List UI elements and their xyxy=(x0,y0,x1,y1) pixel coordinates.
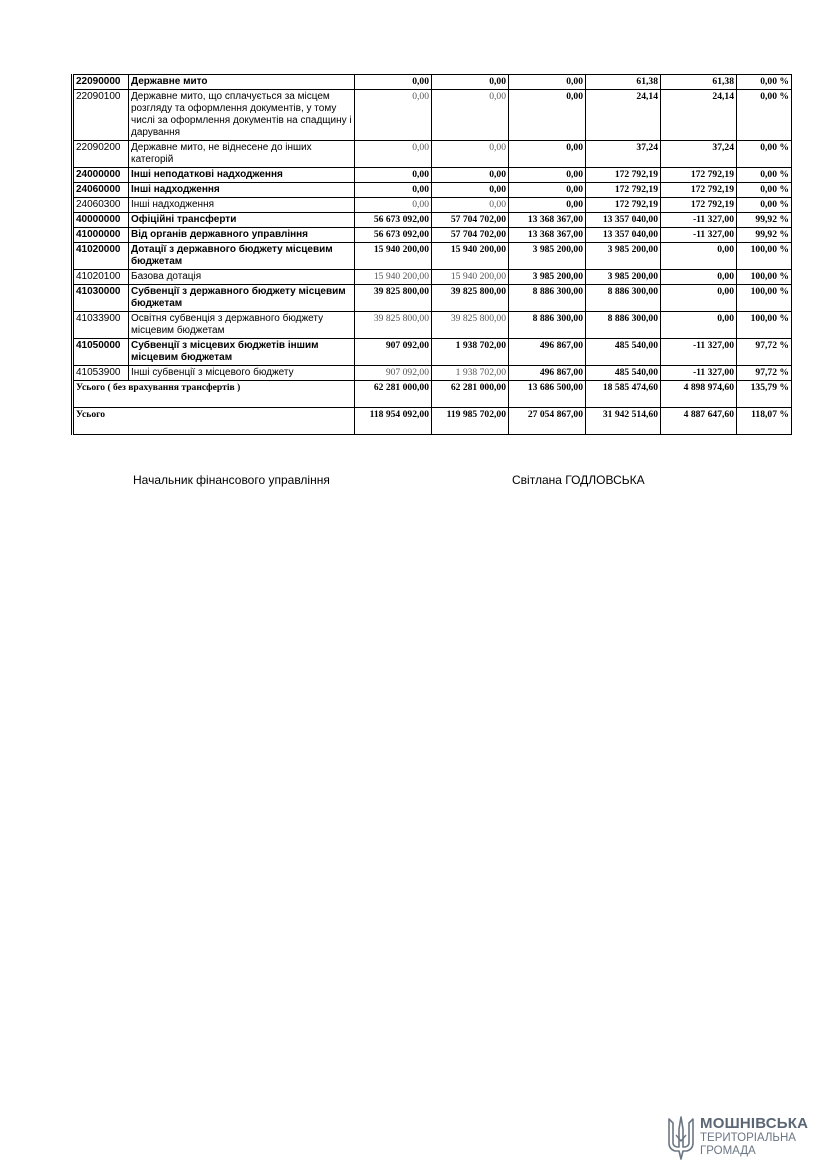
row-value: 8 886 300,00 xyxy=(509,285,586,312)
row-value: 61,38 xyxy=(661,75,737,90)
row-value: 3 985 200,00 xyxy=(509,270,586,285)
row-value: -11 327,00 xyxy=(661,228,737,243)
table-row xyxy=(73,285,792,312)
table-row xyxy=(73,270,792,285)
row-value: 15 940 200,00 xyxy=(355,270,432,285)
table-row xyxy=(73,213,792,228)
row-name: Офіційні трансферти xyxy=(129,213,355,228)
row-value: 0,00 xyxy=(509,90,586,141)
table-row xyxy=(73,312,792,339)
trident-icon xyxy=(666,1115,696,1161)
row-code: 22090100 xyxy=(73,90,129,141)
row-name: Інші субвенції з місцевого бюджету xyxy=(129,366,355,381)
row-value: 8 886 300,00 xyxy=(509,312,586,339)
row-value: 39 825 800,00 xyxy=(355,285,432,312)
row-percent: 0,00 % xyxy=(737,75,792,90)
total-value: 31 942 514,60 xyxy=(586,408,661,435)
row-value: 0,00 xyxy=(432,75,509,90)
row-value: -11 327,00 xyxy=(661,213,737,228)
row-value: 57 704 702,00 xyxy=(432,228,509,243)
row-name: Освітня субвенція з державного бюджету місцевим бюджетам xyxy=(129,312,355,339)
row-value: 0,00 xyxy=(432,90,509,141)
row-value: 172 792,19 xyxy=(586,168,661,183)
row-percent: 0,00 % xyxy=(737,90,792,141)
row-name: Інші надходження xyxy=(129,198,355,213)
row-value: 0,00 xyxy=(355,198,432,213)
table-row xyxy=(73,183,792,198)
row-name: Субвенції з місцевих бюджетів іншим місцевим бюджетам xyxy=(129,339,355,366)
row-percent: 97,72 % xyxy=(737,339,792,366)
row-code: 41050000 xyxy=(73,339,129,366)
row-name: Від органів державного управління xyxy=(129,228,355,243)
table-row xyxy=(73,339,792,366)
row-value: 39 825 800,00 xyxy=(355,312,432,339)
row-name: Субвенції з державного бюджету місцевим бюджетам xyxy=(129,285,355,312)
row-name: Інші неподаткові надходження xyxy=(129,168,355,183)
row-value: 13 368 367,00 xyxy=(509,228,586,243)
budget-table xyxy=(71,74,792,435)
row-value: 0,00 xyxy=(661,243,737,270)
row-value: 172 792,19 xyxy=(661,168,737,183)
row-percent: 0,00 % xyxy=(737,141,792,168)
row-value: 13 357 040,00 xyxy=(586,228,661,243)
row-name: Базова дотація xyxy=(129,270,355,285)
signature-position: Начальник фінансового управління xyxy=(133,473,330,487)
table-row xyxy=(73,75,792,90)
total-row xyxy=(73,408,792,435)
row-value: 496 867,00 xyxy=(509,366,586,381)
row-value: 0,00 xyxy=(355,75,432,90)
row-value: 0,00 xyxy=(661,270,737,285)
row-value: 61,38 xyxy=(586,75,661,90)
row-value: 37,24 xyxy=(661,141,737,168)
row-value: 39 825 800,00 xyxy=(432,285,509,312)
total-value: 4 887 647,60 xyxy=(661,408,737,435)
row-value: 0,00 xyxy=(509,168,586,183)
row-value: -11 327,00 xyxy=(661,339,737,366)
row-value: 3 985 200,00 xyxy=(509,243,586,270)
row-code: 40000000 xyxy=(73,213,129,228)
row-value: 8 886 300,00 xyxy=(586,285,661,312)
signature-person: Світлана ГОДЛОВСЬКА xyxy=(512,473,645,487)
community-logo xyxy=(666,1115,816,1163)
row-percent: 99,92 % xyxy=(737,213,792,228)
row-percent: 99,92 % xyxy=(737,228,792,243)
row-value: 15 940 200,00 xyxy=(432,243,509,270)
row-name: Дотації з державного бюджету місцевим бюджетам xyxy=(129,243,355,270)
total-value: 62 281 000,00 xyxy=(432,381,509,408)
row-percent: 100,00 % xyxy=(737,285,792,312)
row-value: 0,00 xyxy=(355,183,432,198)
row-value: 907 092,00 xyxy=(355,366,432,381)
row-value: 0,00 xyxy=(355,141,432,168)
logo-line1: МОШНІВСЬКА xyxy=(700,1115,809,1132)
row-value: 0,00 xyxy=(355,168,432,183)
row-code: 22090200 xyxy=(73,141,129,168)
row-value: 8 886 300,00 xyxy=(586,312,661,339)
table-row xyxy=(73,141,792,168)
row-value: 3 985 200,00 xyxy=(586,270,661,285)
total-percent: 118,07 % xyxy=(737,408,792,435)
row-code: 41020000 xyxy=(73,243,129,270)
row-percent: 100,00 % xyxy=(737,243,792,270)
total-value: 119 985 702,00 xyxy=(432,408,509,435)
row-value: 0,00 xyxy=(432,141,509,168)
row-value: 57 704 702,00 xyxy=(432,213,509,228)
row-value: 172 792,19 xyxy=(586,183,661,198)
total-row xyxy=(73,381,792,408)
row-value: 24,14 xyxy=(586,90,661,141)
row-value: 0,00 xyxy=(355,90,432,141)
row-code: 41033900 xyxy=(73,312,129,339)
row-value: 0,00 xyxy=(509,198,586,213)
row-value: 172 792,19 xyxy=(661,183,737,198)
row-percent: 0,00 % xyxy=(737,183,792,198)
row-value: 15 940 200,00 xyxy=(432,270,509,285)
table-row xyxy=(73,198,792,213)
row-value: 39 825 800,00 xyxy=(432,312,509,339)
row-percent: 100,00 % xyxy=(737,270,792,285)
row-value: 485 540,00 xyxy=(586,366,661,381)
row-value: 172 792,19 xyxy=(586,198,661,213)
total-value: 18 585 474,60 xyxy=(586,381,661,408)
row-code: 41000000 xyxy=(73,228,129,243)
row-percent: 0,00 % xyxy=(737,168,792,183)
table-row xyxy=(73,228,792,243)
row-code: 22090000 xyxy=(73,75,129,90)
row-value: 496 867,00 xyxy=(509,339,586,366)
row-code: 24060300 xyxy=(73,198,129,213)
total-value: 4 898 974,60 xyxy=(661,381,737,408)
row-percent: 97,72 % xyxy=(737,366,792,381)
row-value: 907 092,00 xyxy=(355,339,432,366)
row-value: 0,00 xyxy=(509,141,586,168)
table-row xyxy=(73,90,792,141)
row-name: Державне мито xyxy=(129,75,355,90)
row-value: 0,00 xyxy=(509,183,586,198)
row-value: 13 368 367,00 xyxy=(509,213,586,228)
row-name: Інші надходження xyxy=(129,183,355,198)
total-label: Усього xyxy=(73,408,355,435)
row-code: 24000000 xyxy=(73,168,129,183)
row-value: 0,00 xyxy=(661,285,737,312)
row-value: 37,24 xyxy=(586,141,661,168)
row-value: 15 940 200,00 xyxy=(355,243,432,270)
row-value: 1 938 702,00 xyxy=(432,366,509,381)
row-code: 41053900 xyxy=(73,366,129,381)
total-value: 13 686 500,00 xyxy=(509,381,586,408)
row-value: 0,00 xyxy=(432,198,509,213)
row-value: 1 938 702,00 xyxy=(432,339,509,366)
total-value: 27 054 867,00 xyxy=(509,408,586,435)
row-percent: 100,00 % xyxy=(737,312,792,339)
logo-line2: ТЕРИТОРІАЛЬНА xyxy=(700,1132,796,1144)
row-value: -11 327,00 xyxy=(661,366,737,381)
total-label: Усього ( без врахування трансфертів ) xyxy=(73,381,355,408)
row-value: 0,00 xyxy=(509,75,586,90)
table-row xyxy=(73,243,792,270)
row-value: 3 985 200,00 xyxy=(586,243,661,270)
table-row xyxy=(73,168,792,183)
row-code: 41030000 xyxy=(73,285,129,312)
total-value: 62 281 000,00 xyxy=(355,381,432,408)
row-value: 56 673 092,00 xyxy=(355,228,432,243)
row-code: 24060000 xyxy=(73,183,129,198)
logo-line3: ГРОМАДА xyxy=(700,1145,756,1157)
row-value: 24,14 xyxy=(661,90,737,141)
row-value: 485 540,00 xyxy=(586,339,661,366)
row-value: 172 792,19 xyxy=(661,198,737,213)
row-code: 41020100 xyxy=(73,270,129,285)
table-row xyxy=(73,366,792,381)
row-value: 0,00 xyxy=(661,312,737,339)
row-name: Державне мито, не віднесене до інших категорій xyxy=(129,141,355,168)
row-value: 0,00 xyxy=(432,168,509,183)
row-value: 56 673 092,00 xyxy=(355,213,432,228)
row-name: Державне мито, що сплачується за місцем розгляду та оформлення документів, у тому числі за оформлення документів на спадщину і дарування xyxy=(129,90,355,141)
total-percent: 135,79 % xyxy=(737,381,792,408)
total-value: 118 954 092,00 xyxy=(355,408,432,435)
row-value: 0,00 xyxy=(432,183,509,198)
row-value: 13 357 040,00 xyxy=(586,213,661,228)
row-percent: 0,00 % xyxy=(737,198,792,213)
